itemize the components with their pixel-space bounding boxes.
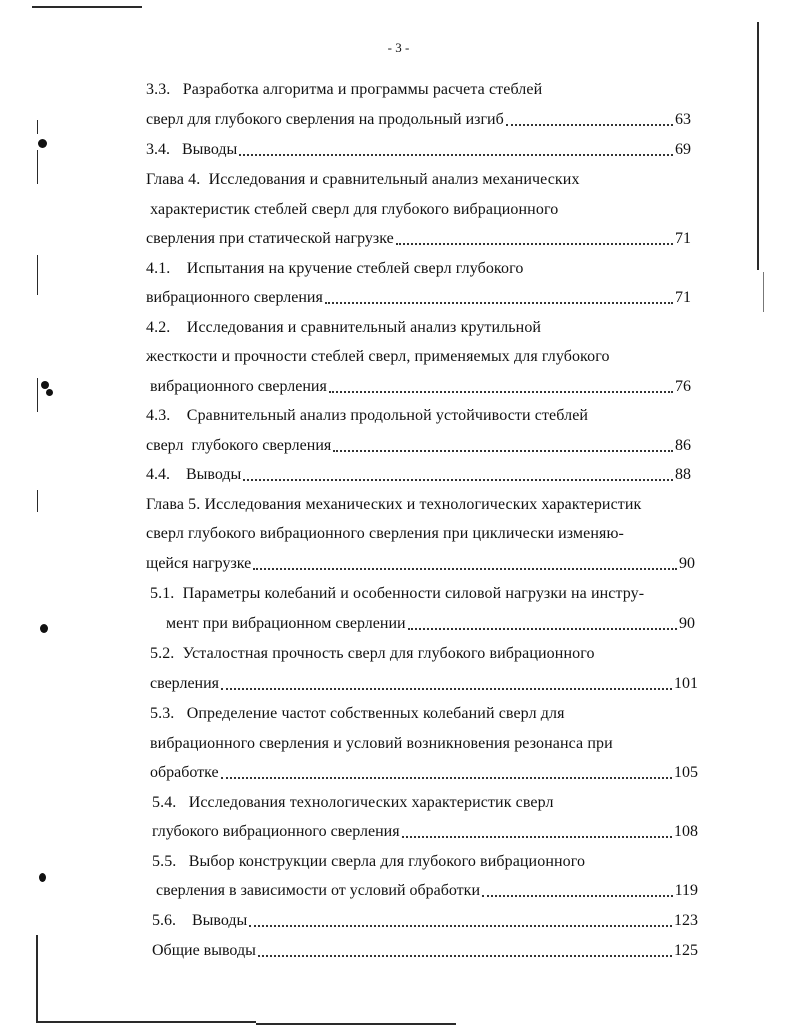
dot-leader xyxy=(402,822,672,838)
scan-border-right-lower xyxy=(763,272,764,312)
hole-punch-3 xyxy=(46,389,53,396)
scan-border-left xyxy=(36,935,38,1023)
toc-4-2-text: вибрационного сверления xyxy=(146,378,327,395)
scan-left-tick-3 xyxy=(37,255,38,295)
toc-5-3-text: обработке xyxy=(150,764,219,781)
toc-5-6-text: 5.6. Выводы xyxy=(152,912,248,929)
toc-4-2-line1: 4.2. Исследования и сравнительный анализ крутильной xyxy=(146,319,542,336)
toc-5-3-line2: вибрационного сверления и условий возникновения резонанса при xyxy=(150,735,613,752)
hole-punch-1 xyxy=(38,139,47,148)
hole-punch-4 xyxy=(40,624,48,633)
toc-5-2-line1: 5.2. Усталостная прочность сверл для глубокого вибрационного xyxy=(150,645,595,662)
toc-5-5-text: сверления в зависимости от условий обработки xyxy=(152,882,481,899)
toc-ch4-page: 71 xyxy=(675,230,691,247)
toc-5-2-text: сверления xyxy=(150,675,220,692)
dot-leader xyxy=(408,614,677,630)
toc-5-5-line1: 5.5. Выбор конструкции сверла для глубокого вибрационного xyxy=(152,853,586,870)
scan-left-tick-4 xyxy=(37,378,38,412)
dot-leader xyxy=(221,763,672,779)
toc-5-3-line3 xyxy=(150,763,698,783)
toc-5-1-line2 xyxy=(150,614,695,634)
dot-leader xyxy=(221,674,672,690)
toc-4-3-text: сверл глубокого сверления xyxy=(146,437,332,454)
toc-ch5-line3 xyxy=(146,554,695,574)
toc-4-3-line2 xyxy=(146,436,691,456)
toc-3-3-text: сверл для глубокого сверления на продольный изгиб xyxy=(146,111,504,128)
toc-5-6-page: 123 xyxy=(674,912,698,929)
toc-3-3-line2 xyxy=(146,110,691,130)
toc-5-5-page: 119 xyxy=(674,882,698,899)
toc-4-1-line2 xyxy=(146,288,691,308)
toc-4-4-text: 4.4. Выводы xyxy=(146,466,242,483)
toc-5-4-text: глубокого вибрационного сверления xyxy=(152,823,400,840)
scan-border-right xyxy=(757,22,759,270)
toc-5-6 xyxy=(152,911,698,931)
dot-leader xyxy=(482,881,673,897)
toc-4-2-line3 xyxy=(146,377,691,397)
dot-leader xyxy=(243,465,673,481)
toc-4-3-line1: 4.3. Сравнительный анализ продольной устойчивости стеблей xyxy=(146,407,589,424)
toc-3-3-page: 63 xyxy=(675,111,691,128)
toc-general-conclusions-page: 125 xyxy=(674,942,698,959)
dot-leader xyxy=(253,554,677,570)
scan-left-tick-1 xyxy=(37,120,38,134)
toc-4-4-page: 88 xyxy=(675,466,691,483)
scan-border-top xyxy=(32,6,142,8)
toc-ch5-line2: сверл глубокого вибрационного сверления при циклически изменяю- xyxy=(146,525,624,542)
scan-border-bottom xyxy=(36,1021,256,1023)
toc-4-4 xyxy=(146,465,691,485)
scan-border-bottom-right xyxy=(256,1023,456,1025)
toc-5-1-page: 90 xyxy=(679,615,695,632)
toc-5-4-line1: 5.4. Исследования технологических характеристик сверл xyxy=(152,794,554,811)
toc-ch4-line2: характеристик стеблей сверл для глубокого вибрационного xyxy=(146,201,559,218)
toc-ch5-text: щейся нагрузке xyxy=(146,555,252,572)
toc-4-1-text: вибрационного сверления xyxy=(146,289,323,306)
dot-leader xyxy=(258,941,672,957)
hole-punch-5 xyxy=(39,873,46,882)
toc-ch5-line1: Глава 5. Исследования механических и технологических характеристик xyxy=(146,496,642,513)
toc-5-4-page: 108 xyxy=(674,823,698,840)
dot-leader xyxy=(325,288,673,304)
dot-leader xyxy=(329,377,673,393)
toc-4-1-line1: 4.1. Испытания на кручение стеблей сверл глубокого xyxy=(146,260,524,277)
dot-leader xyxy=(249,911,672,927)
toc-5-1-line1: 5.1. Параметры колебаний и особенности силовой нагрузки на инстру- xyxy=(150,585,645,602)
toc-ch4-text: сверления при статической нагрузке xyxy=(146,230,394,247)
dot-leader xyxy=(396,229,673,245)
toc-4-2-page: 76 xyxy=(675,378,691,395)
toc-5-1-text: мент при вибрационном сверлении xyxy=(150,615,406,632)
scan-left-tick-5 xyxy=(37,490,38,512)
toc-5-4-line2 xyxy=(152,822,698,842)
hole-punch-2 xyxy=(41,381,49,389)
dot-leader xyxy=(506,110,673,126)
dot-leader xyxy=(333,436,673,452)
toc-general-conclusions-text: Общие выводы xyxy=(152,942,256,959)
toc-5-2-line2 xyxy=(150,674,698,694)
toc-ch5-page: 90 xyxy=(679,555,695,572)
toc-3-4 xyxy=(146,140,691,160)
toc-4-3-page: 86 xyxy=(675,437,691,454)
toc-3-4-page: 69 xyxy=(675,141,691,158)
page-number: - 3 - xyxy=(387,40,410,55)
toc-5-5-line2 xyxy=(152,881,698,901)
toc-ch4-line1: Глава 4. Исследования и сравнительный анализ механических xyxy=(146,171,580,188)
toc-3-3-line1: 3.3. Разработка алгоритма и программы расчета стеблей xyxy=(146,81,543,98)
dot-leader xyxy=(239,140,673,156)
toc-ch4-line3 xyxy=(146,229,691,249)
scan-left-tick-2 xyxy=(37,150,38,184)
toc-4-2-line2: жесткости и прочности стеблей сверл, применяемых для глубокого xyxy=(146,348,610,365)
toc-5-3-page: 105 xyxy=(674,764,698,781)
toc-5-2-page: 101 xyxy=(674,675,698,692)
toc-5-3-line1: 5.3. Определение частот собственных колебаний сверл для xyxy=(150,705,565,722)
toc-3-4-text: 3.4. Выводы xyxy=(146,141,238,158)
toc-general-conclusions xyxy=(152,941,698,961)
toc-4-1-page: 71 xyxy=(675,289,691,306)
